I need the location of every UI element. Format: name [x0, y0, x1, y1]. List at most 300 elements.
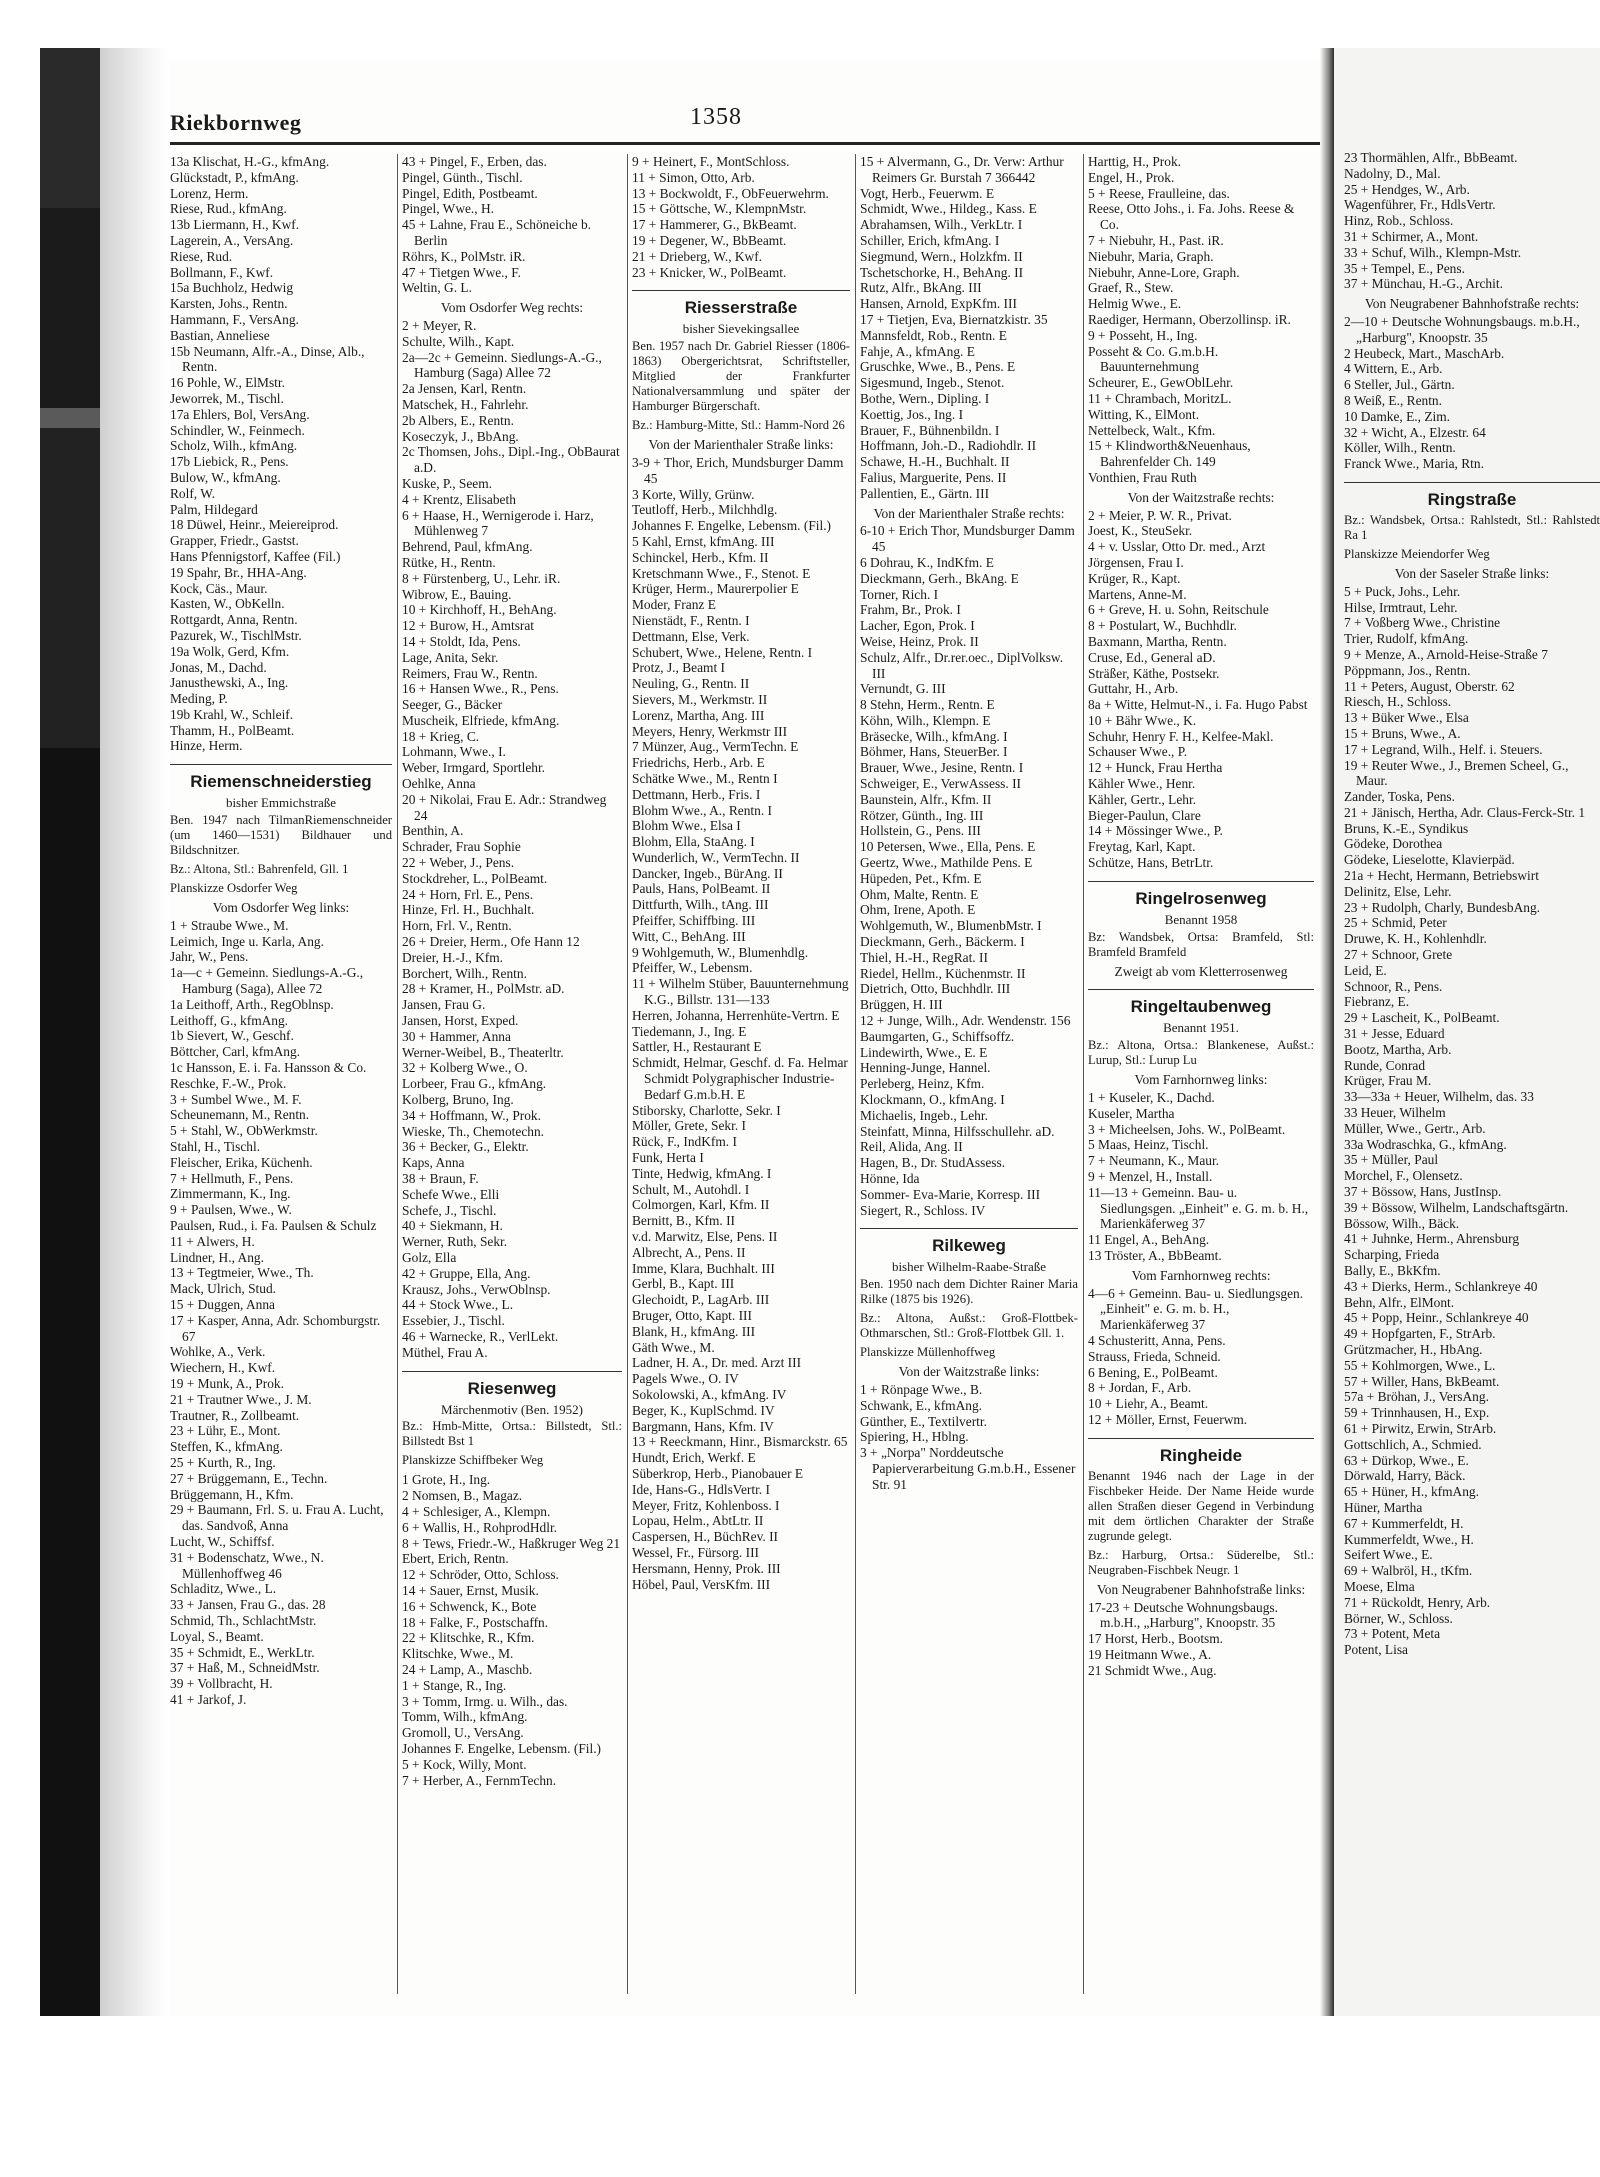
street-note: Planskizze Schiffbeker Weg [402, 1453, 544, 1468]
directory-entry: 4 + v. Usslar, Otto Dr. med., Arzt [1088, 539, 1266, 555]
directory-entry: Bastian, Anneliese [170, 327, 270, 343]
directory-entry: 57 + Willer, Hans, BkBeamt. [1344, 1373, 1500, 1389]
running-head-street: Riekbornweg [170, 110, 302, 135]
directory-entry: Jansen, Frau G. [402, 997, 486, 1013]
directory-entry: Hundt, Erich, Werkf. E [632, 1450, 756, 1466]
directory-entry: Moese, Elma [1344, 1578, 1415, 1594]
directory-entry: 3 + „Norpa" Norddeutsche Papierverarbeitung G.m.b.H., Essener Str. 91 [860, 1445, 1076, 1492]
directory-entry: Bernitt, B., Kfm. II [632, 1213, 736, 1229]
directory-entry: Caspersen, H., BüchRev. II [632, 1529, 779, 1545]
directory-entry: Böhmer, Hans, SteuerBer. I [860, 744, 1008, 760]
directory-entry: 63 + Dürkop, Wwe., E. [1344, 1452, 1469, 1468]
directory-entry: 21 + Jänisch, Hertha, Adr. Claus-Ferck-Str. 1 [1344, 804, 1586, 820]
directory-entry: 31 + Jesse, Eduard [1344, 1026, 1445, 1042]
directory-entry: Helmig Wwe., E. [1088, 296, 1182, 312]
directory-entry: Protz, J., Beamt I [632, 660, 725, 676]
directory-entry: Thiel, H.-H., RegRat. II [860, 949, 988, 965]
directory-entry: 31 + Bodenschatz, Wwe., N. Müllenhoffweg 46 [170, 1549, 324, 1581]
directory-entry: 23 + Rudolph, Charly, BundesbAng. [1344, 899, 1541, 915]
street-heading: Rilkeweg [860, 1228, 1078, 1257]
directory-entry: Niebuhr, Anne-Lore, Graph. [1088, 264, 1240, 280]
directory-entry: Frahm, Br., Prok. I [860, 602, 961, 618]
directory-entry: 19 Spahr, Br., HHA-Ang. [170, 564, 307, 580]
directory-entry: Kaps, Anna [402, 1155, 465, 1171]
directory-entry: Stahl, H., Tischl. [170, 1139, 261, 1155]
directory-entry: Posseht & Co. G.m.b.H. Bauunternehmung [1088, 343, 1219, 375]
directory-entry: Schnoor, R., Pens. [1344, 978, 1443, 994]
directory-entry: Mannsfeldt, Rob., Rentn. E [860, 327, 1007, 343]
directory-entry: 44 + Stock Wwe., L. [402, 1297, 514, 1313]
directory-entry: 33a Wodraschka, G., kfmAng. [1344, 1136, 1507, 1152]
street-heading: Riesenweg [402, 1371, 622, 1400]
directory-entry: 45 + Lahne, Frau E., Schöneiche b. Berlin [402, 217, 592, 248]
directory-entry: Gerbl, B., Kapt. III [632, 1276, 735, 1292]
directory-entry: Cruse, Ed., General aD. [1088, 649, 1216, 665]
directory-entry: Kähler, Gertr., Lehr. [1088, 791, 1197, 807]
directory-entry: Sträßer, Käthe, Postsekr. [1088, 665, 1220, 681]
directory-entry: 17 + Kasper, Anna, Adr. Schomburgstr. 67 [170, 1312, 381, 1344]
directory-entry: 12 + Schröder, Otto, Schloss. [402, 1567, 559, 1583]
directory-entry: 41 + Jarkof, J. [170, 1691, 247, 1707]
directory-entry: Baxmann, Martha, Rentn. [1088, 633, 1227, 649]
directory-entry: Johannes F. Engelke, Lebensm. (Fil.) [632, 518, 832, 534]
directory-entry: Bootz, Martha, Arb. [1344, 1041, 1452, 1057]
directory-entry: 13 Tröster, A., BbBeamt. [1088, 1248, 1222, 1264]
directory-entry: Kasten, W., ObKelln. [170, 596, 285, 612]
directory-entry: Funk, Herta I [632, 1150, 704, 1166]
directory-entry: Loyal, S., Beamt. [170, 1628, 264, 1644]
direction-heading: Von der Waitzstraße links: [898, 1364, 1040, 1380]
directory-entry: Müller, Wwe., Gertr., Arb. [1344, 1120, 1486, 1136]
directory-entry: Niebuhr, Maria, Graph. [1088, 248, 1214, 264]
directory-entry: Bollmann, F., Kwf. [170, 264, 274, 280]
directory-entry: 12 + Burow, H., Amtsrat [402, 618, 535, 634]
directory-entry: Krausz, Johs., VerwOblnsp. [402, 1281, 551, 1297]
directory-entry: Hüpeden, Pet., Kfm. E [860, 870, 982, 886]
directory-entry: Gödeke, Lieselotte, Klavierpäd. [1344, 852, 1515, 868]
directory-entry: Franck Wwe., Maria, Rtn. [1344, 456, 1484, 472]
directory-entry: Günther, E., Textilvertr. [860, 1413, 987, 1429]
directory-entry: 23 + Knicker, W., PolBeamt. [632, 264, 787, 280]
directory-entry: 31 + Schirmer, A., Mont. [1344, 228, 1479, 244]
directory-entry: Golz, Ella [402, 1249, 457, 1265]
directory-entry: 19 Heitmann Wwe., A. [1088, 1646, 1212, 1662]
next-page-edge [1334, 48, 1600, 2016]
directory-entry: Janusthewski, A., Ing. [170, 675, 289, 691]
directory-entry: 9 + Posseht, H., Ing. [1088, 327, 1198, 343]
directory-entry: Ide, Hans-G., HdlsVertr. I [632, 1481, 770, 1497]
directory-entry: Krüger, R., Kapt. [1088, 570, 1181, 586]
directory-entry: 8a + Witte, Helmut-N., i. Fa. Hugo Pabst [1088, 697, 1308, 713]
street-note: Bz: Wandsbek, Ortsa: Bramfeld, Stl: Bramfeld Bramfeld [1088, 929, 1314, 959]
directory-entry: Klockmann, O., kfmAng. I [860, 1092, 1005, 1108]
directory-entry: Glückstadt, P., kfmAng. [170, 169, 299, 185]
column-4 [860, 154, 1078, 1994]
directory-entry: Lorenz, Herm. [170, 185, 249, 201]
directory-entry: 5 Kahl, Ernst, kfmAng. III [632, 533, 775, 549]
directory-entry: 9 + Menze, A., Arnold-Heise-Straße 7 [1344, 646, 1548, 662]
directory-entry: Krüger, Frau M. [1344, 1073, 1432, 1089]
directory-entry: 3 + Sumbel Wwe., M. F. [170, 1091, 302, 1107]
directory-entry: 33—33a + Heuer, Wilhelm, das. 33 [1344, 1089, 1534, 1105]
directory-entry: 12 + Möller, Ernst, Feuerwm. [1088, 1411, 1248, 1427]
directory-entry: Baumgarten, G., Schiffsoffz. [860, 1028, 1015, 1044]
directory-entry: 16 + Schwenck, K., Bote [402, 1598, 537, 1614]
directory-entry: Köhn, Wilh., Klempn. E [860, 712, 991, 728]
directory-entry: Engel, H., Prok. [1088, 169, 1175, 185]
directory-entry: 36 + Becker, G., Elektr. [402, 1139, 529, 1155]
directory-entry: 3 Korte, Willy, Grünw. [632, 486, 755, 502]
directory-entry: Pallentien, E., Gärtn. III [860, 485, 990, 501]
directory-entry: Lopau, Helm., AbtLtr. II [632, 1513, 764, 1529]
directory-entry: Sokolowski, A., kfmAng. IV [632, 1386, 787, 1402]
directory-entry: Zander, Toska, Pens. [1344, 789, 1455, 805]
directory-entry: 7 + Hellmuth, F., Pens. [170, 1170, 294, 1186]
directory-entry: Kock, Cäs., Maur. [170, 580, 268, 596]
directory-entry: Sigesmund, Ingeb., Stenot. [860, 375, 1005, 391]
directory-entry: Brüggemann, H., Kfm. [170, 1486, 294, 1502]
directory-entry: Börner, W., Schloss. [1344, 1610, 1453, 1626]
direction-heading: Von Neugrabener Bahnhofstraße rechts: [1364, 296, 1580, 312]
book-spine [40, 48, 100, 2016]
directory-entry: Witting, K., ElMont. [1088, 406, 1200, 422]
directory-entry: Brüggen, H. III [860, 997, 943, 1013]
directory-entry: 6 Steller, Jul., Gärtn. [1344, 377, 1455, 393]
directory-entry: Riesch, H., Schloss. [1344, 694, 1452, 710]
directory-entry: Kretschmann Wwe., F., Stenot. E [632, 565, 811, 581]
directory-entry: Hinz, Rob., Schloss. [1344, 213, 1454, 229]
directory-entry: Blohm Wwe., Elsa I [632, 818, 741, 834]
street-former-name: bisher Sievekingsallee [682, 321, 800, 337]
directory-entry: 15 + Duggen, Anna [170, 1297, 275, 1312]
directory-entry: Tomm, Wilh., kfmAng. [402, 1709, 528, 1725]
directory-entry: Siegmund, Wern., Holzkfm. II [860, 248, 1023, 264]
directory-entry: Werner, Ruth, Sekr. [402, 1234, 508, 1250]
directory-entry: 17 + Tietjen, Eva, Biernatzkistr. 35 [860, 311, 1048, 327]
directory-entry: 40 + Siekmann, H. [402, 1218, 503, 1234]
directory-entry: Witt, C., BehAng. III [632, 928, 746, 944]
directory-entry: 41 + Juhnke, Herm., Ahrensburg [1344, 1231, 1520, 1247]
directory-entry: 18 + Falke, F., Postschaffn. [402, 1614, 549, 1630]
directory-entry: Friedrichs, Herb., Arb. E [632, 755, 765, 771]
directory-entry: 11 + Wilhelm Stüber, Bauunternehmung K.G., Billstr. 131—133 [632, 976, 849, 1008]
directory-entry: Rütke, H., Rentn. [402, 554, 496, 570]
directory-entry: 43 + Pingel, F., Erben, das. [402, 154, 547, 169]
directory-entry: Ebert, Erich, Rentn. [402, 1551, 509, 1567]
directory-entry: 38 + Braun, F. [402, 1171, 479, 1186]
street-former-name: Märchenmotiv (Ben. 1952) [441, 1401, 583, 1417]
page-binding-shadow [100, 48, 170, 2016]
directory-entry: Pfeiffer, Schiffbing. III [632, 913, 756, 929]
directory-entry: Schefe, J., Tischl. [402, 1202, 497, 1218]
directory-entry: Schindler, W., Feinmech. [170, 422, 305, 438]
directory-entry: 6 Dohrau, K., IndKfm. E [860, 554, 994, 570]
scan-border-top [0, 0, 1600, 48]
directory-entry: Dettmann, Else, Verk. [632, 628, 750, 644]
directory-entry: Lohmann, Wwe., I. [402, 744, 506, 760]
directory-entry: Mack, Ulrich, Stud. [170, 1281, 276, 1297]
directory-entry: 6 + Haase, H., Wernigerode i. Harz, Mühlenweg 7 [402, 507, 594, 539]
directory-entry: 19 + Reuter Wwe., J., Bremen Scheel, G., Maur. [1344, 757, 1569, 789]
column-divider [627, 154, 628, 1994]
directory-entry: 43 + Dierks, Herm., Schlankreye 40 [1344, 1278, 1538, 1294]
street-former-name: bisher Emmichstraße [225, 795, 337, 811]
directory-entry: 32 + Kolberg Wwe., O. [402, 1060, 528, 1076]
directory-entry: 3-9 + Thor, Erich, Mundsburger Damm 45 [632, 454, 844, 486]
directory-entry: Jonas, M., Dachd. [170, 659, 267, 675]
directory-entry: Lindewirth, Wwe., E. E [860, 1044, 988, 1060]
directory-entry: 15 + Bruns, Wwe., A. [1344, 725, 1461, 741]
directory-entry: 7 + Niebuhr, H., Past. iR. [1088, 232, 1224, 248]
directory-entry: Scholz, Wilh., kfmAng. [170, 438, 298, 454]
directory-entry: Gottschlich, A., Schmied. [1344, 1436, 1482, 1452]
directory-entry: 13 + Bockwoldt, F., ObFeuerwehrm. [632, 185, 829, 201]
directory-entry: 42 + Gruppe, Ella, Ang. [402, 1265, 531, 1281]
directory-entry: Raediger, Hermann, Oberzollinsp. iR. [1088, 311, 1291, 327]
street-former-name: bisher Wilhelm-Raabe-Straße [891, 1259, 1047, 1275]
directory-entry: Johannes F. Engelke, Lebensm. (Fil.) [402, 1740, 602, 1756]
directory-entry: 27 + Brüggemann, E., Techn. [170, 1470, 328, 1486]
directory-entry: Rötzer, Günth., Ing. III [860, 807, 984, 823]
directory-entry: Teutloff, Herb., Milchhdlg. [632, 502, 778, 518]
directory-entry: Guttahr, H., Arb. [1088, 681, 1179, 697]
column-divider [1083, 154, 1084, 1994]
directory-entry: 47 + Tietgen Wwe., F. [402, 264, 521, 280]
directory-entry: 46 + Warnecke, R., VerlLekt. [402, 1328, 559, 1344]
directory-entry: Rolf, W. [170, 485, 216, 501]
directory-entry: Pazurek, W., TischlMstr. [170, 627, 302, 643]
column-2 [402, 154, 622, 1994]
directory-entry: Steffen, K., kfmAng. [170, 1439, 283, 1455]
directory-entry: 39 + Vollbracht, H. [170, 1676, 273, 1692]
directory-entry: Trautner, R., Zollbeamt. [170, 1407, 300, 1423]
directory-entry: Siegert, R., Schloss. IV [860, 1202, 986, 1218]
directory-entry: Palm, Hildegard [170, 501, 258, 517]
directory-entry: 15 + Alvermann, G., Dr. Verw: Arthur Reimers Gr. Burstah 7 366442 [860, 154, 1064, 185]
directory-entry: Brauer, F., Bühnenbildn. I [860, 422, 1000, 438]
directory-entry: 1a Leithoff, Arth., RegOblnsp. [170, 996, 334, 1012]
directory-entry: Schätke Wwe., M., Rentn I [632, 770, 778, 786]
directory-entry: Sattler, H., Restaurant E [632, 1039, 762, 1055]
street-former-name: Benannt 1958 [1164, 911, 1238, 927]
directory-entry: 29 + Lascheit, K., PolBeamt. [1344, 1010, 1500, 1026]
directory-entry: Colmorgen, Karl, Kfm. II [632, 1197, 770, 1213]
directory-entry: 19 + Degener, W., BbBeamt. [632, 232, 787, 248]
directory-entry: 35 + Müller, Paul [1344, 1152, 1439, 1168]
page-gutter [1320, 48, 1334, 2016]
directory-entry: 59 + Trinnhausen, H., Exp. [1344, 1405, 1490, 1421]
direction-heading: Von der Waitzstraße rechts: [1127, 489, 1275, 505]
directory-entry: Hollstein, G., Pens. III [860, 823, 981, 839]
directory-entry: Ladner, H. A., Dr. med. Arzt III [632, 1355, 802, 1371]
directory-entry: 11 + Alwers, H. [170, 1233, 255, 1249]
directory-entry: 37 + Münchau, H.-G., Archit. [1344, 276, 1503, 292]
directory-entry: 5 Maas, Heinz, Tischl. [1088, 1137, 1209, 1153]
column-divider [397, 154, 398, 1994]
directory-entry: Köller, Wilh., Rentn. [1344, 440, 1456, 456]
directory-entry: 23 + Lühr, E., Mont. [170, 1423, 281, 1439]
directory-entry: Abrahamsen, Wilh., VerkLtr. I [860, 217, 1023, 233]
directory-entry: Fiebranz, E. [1344, 994, 1410, 1010]
directory-entry: 35 + Schmidt, E., WerkLtr. [170, 1644, 315, 1660]
directory-entry: 67 + Kummerfeldt, H. [1344, 1515, 1464, 1531]
directory-entry: Leithoff, G., kfmAng. [170, 1012, 289, 1028]
directory-entry: Karsten, Johs., Rentn. [170, 296, 288, 312]
directory-entry: Hüner, Martha [1344, 1499, 1423, 1515]
directory-entry: 55 + Kohlmorgen, Wwe., L. [1344, 1357, 1496, 1373]
directory-entry: Weise, Heinz, Prok. II [860, 633, 979, 649]
directory-entry: Bräsecke, Wilh., kfmAng. I [860, 728, 1008, 744]
street-note: Ben. 1947 nach TilmanRiemenschneider (um 1460—1531) Bildhauer und Bildschnitzer. [170, 813, 392, 858]
directory-entry: Bothe, Wern., Dipling. I [860, 390, 990, 406]
directory-entry: Nadolny, D., Mal. [1344, 165, 1441, 181]
directory-entry: 10 + Kirchhoff, H., BehAng. [402, 602, 557, 618]
directory-entry: 22 + Klitschke, R., Kfm. [402, 1630, 535, 1646]
directory-entry: 10 + Bähr Wwe., K. [1088, 712, 1197, 728]
directory-entry: Bargmann, Hans, Kfm. IV [632, 1418, 774, 1434]
directory-entry: Delinitz, Else, Lehr. [1344, 883, 1452, 899]
directory-entry: 2a Jensen, Karl, Rentn. [402, 381, 527, 397]
street-former-name: Benannt 1951. [1163, 1020, 1239, 1036]
directory-entry: 33 Heuer, Wilhelm [1344, 1105, 1446, 1121]
directory-entry: Morchel, F., Olensetz. [1344, 1168, 1463, 1184]
directory-entry: Dieckmann, Gerh., BkAng. E [860, 570, 1019, 586]
street-heading: Riesserstraße [632, 290, 850, 319]
directory-entry: Baunstein, Alfr., Kfm. II [860, 791, 992, 807]
directory-entry: 11—13 + Gemeinn. Bau- u. Siedlungsgen. „Einheit" e. G. m. b. H., Marienkäferweg 37 [1088, 1184, 1309, 1232]
directory-entry: Stiborsky, Charlotte, Sekr. I [632, 1102, 781, 1118]
directory-entry: Vogt, Herb., Feuerwm. E [860, 185, 995, 201]
directory-entry: 3 + Tomm, Irmg. u. Wilh., das. [402, 1693, 568, 1709]
directory-entry: Schwank, E., kfmAng. [860, 1397, 982, 1413]
directory-entry: Lorenz, Martha, Ang. III [632, 707, 765, 723]
directory-entry: 6 Bening, E., PolBeamt. [1088, 1364, 1218, 1380]
page-number: 1358 [690, 104, 742, 130]
directory-entry: Röhrs, K., PolMstr. iR. [402, 248, 526, 264]
directory-entry: Perleberg, Heinz, Kfm. [860, 1076, 985, 1092]
street-note: Planskizze Osdorfer Weg [170, 881, 298, 896]
directory-entry: Michaelis, Ingeb., Lehr. [860, 1107, 988, 1123]
directory-entry: Gruschke, Wwe., B., Pens. E [860, 359, 1016, 375]
directory-entry: Meyers, Henry, Werkmstr III [632, 723, 788, 739]
directory-entry: 1 Grote, H., Ing. [402, 1472, 491, 1488]
directory-entry: Schubert, Wwe., Helene, Rentn. I [632, 644, 813, 660]
directory-entry: 61 + Pirwitz, Erwin, StrArb. [1344, 1420, 1497, 1436]
directory-entry: 73 + Potent, Meta [1344, 1626, 1441, 1642]
directory-entry: Hersmann, Henny, Prok. III [632, 1560, 781, 1576]
directory-entry: Wibrow, E., Bauing. [402, 586, 512, 602]
directory-entry: Bössow, Wilh., Bäck. [1344, 1215, 1460, 1231]
directory-entry: Krüger, Herm., Maurerpolier E [632, 581, 799, 597]
directory-entry: Tinte, Hedwig, kfmAng. I [632, 1165, 772, 1181]
directory-entry: 16 + Hansen Wwe., R., Pens. [402, 681, 559, 697]
directory-entry: 7 + Herber, A., FernmTechn. [402, 1772, 557, 1788]
directory-entry: Hilse, Irmtraut, Lehr. [1344, 599, 1458, 615]
directory-entry: 21 + Drieberg, W., Kwf. [632, 248, 763, 264]
directory-entry: Joest, K., SteuSekr. [1088, 523, 1193, 539]
directory-entry: Bieger-Paulun, Clare [1088, 807, 1201, 823]
directory-entry: 9 + Heinert, F., MontSchloss. [632, 154, 790, 169]
directory-entry: Höbel, Paul, VersKfm. III [632, 1576, 771, 1592]
directory-entry: Moder, Franz E [632, 597, 716, 613]
directory-entry: Schweiger, E., VerwAssess. II [860, 776, 1021, 792]
directory-entry: Hammann, F., VersAng. [170, 311, 299, 327]
directory-entry: 17 Horst, Herb., Bootsm. [1088, 1631, 1224, 1647]
directory-entry: Müthel, Frau A. [402, 1344, 488, 1360]
direction-heading: Vom Farnhornweg links: [1134, 1072, 1268, 1088]
directory-entry: 5 + Stahl, W., ObWerkmstr. [170, 1123, 318, 1139]
directory-entry: Hansen, Arnold, ExpKfm. III [860, 296, 1017, 312]
directory-entry: Scheunemann, M., Rentn. [170, 1107, 310, 1123]
directory-entry: 10 Petersen, Wwe., Ella, Pens. E [860, 839, 1036, 855]
directory-entry: 24 + Lamp, A., Maschb. [402, 1661, 533, 1677]
street-note: Benannt 1946 nach der Lage in der Fischbeker Heide. Der Name Heide wurde allen Straßen dieser Gegend in Verbindung mit dem örtlichen Charakter der Straße zugrunde gelegt. [1088, 1468, 1314, 1543]
directory-entry: Dittfurth, Wilh., tAng. III [632, 897, 769, 913]
directory-entry: 2 + Meyer, R. [402, 317, 477, 333]
directory-entry: 13a Klischat, H.-G., kfmAng. [170, 154, 330, 169]
directory-entry: Schulte, Wilh., Kapt. [402, 333, 515, 349]
directory-entry: 14 + Stoldt, Ida, Pens. [402, 633, 521, 649]
directory-entry: Ohm, Irene, Apoth. E [860, 902, 976, 918]
directory-entry: 34 + Hoffmann, W., Prok. [402, 1107, 541, 1123]
directory-entry: Pfeiffer, W., Lebensm. [632, 960, 753, 976]
directory-entry: Bruns, K.-E., Syndikus [1344, 820, 1469, 836]
directory-entry: 11 + Chrambach, MoritzL. [1088, 390, 1232, 406]
directory-entry: Hinze, Herm. [170, 738, 243, 754]
directory-entry: 13 + Tegtmeier, Wwe., Th. [170, 1265, 314, 1281]
directory-entry: 4 + Krentz, Elisabeth [402, 491, 516, 507]
directory-entry: Wagenführer, Fr., HdlsVertr. [1344, 197, 1496, 213]
directory-entry: Fahje, A., kfmAng. E [860, 343, 975, 359]
directory-entry: 1 + Straube Wwe., M. [170, 917, 289, 933]
directory-entry: Vernundt, G. III [860, 681, 946, 697]
directory-entry: Oehlke, Anna [402, 776, 476, 792]
directory-entry: 9 + Menzel, H., Install. [1088, 1169, 1213, 1185]
directory-entry: 21 + Trautner Wwe., J. M. [170, 1391, 312, 1407]
directory-entry: Meyer, Fritz, Kohlenboss. I [632, 1497, 780, 1513]
directory-entry: 37 + Bössow, Hans, JustInsp. [1344, 1184, 1502, 1200]
directory-entry: Blohm, Ella, StaAng. I [632, 834, 755, 850]
street-note: Bz.: Wandsbek, Ortsa.: Rahlstedt, Stl.: Rahlstedt Ra 1 [1344, 512, 1600, 542]
directory-entry: Brauer, Wwe., Jesine, Rentn. I [860, 760, 1024, 776]
column-5 [1088, 154, 1314, 1994]
directory-entry: 11 Engel, A., BehAng. [1088, 1232, 1210, 1248]
directory-entry: Möller, Grete, Sekr. I [632, 1118, 746, 1134]
directory-entry: 25 + Schmid, Peter [1344, 915, 1447, 931]
directory-entry: 29 + Baumann, Frl. S. u. Frau A. Lucht, das. Sandvoß, Anna [170, 1502, 384, 1534]
directory-entry: Schinckel, Herb., Kfm. II [632, 549, 769, 565]
directory-entry: 1 + Kuseler, K., Dachd. [1088, 1090, 1215, 1106]
directory-entry: Weber, Irmgard, Sportlehr. [402, 760, 546, 776]
directory-entry: Blohm Wwe., A., Rentn. I [632, 802, 772, 818]
scan-border-bottom [0, 2016, 1600, 2177]
directory-entry: Druwe, K. H., Kohlenhdlr. [1344, 931, 1487, 947]
street-note: Bz.: Altona, Außst.: Groß-Flottbek-Othmarschen, Stl.: Groß-Flottbek Gll. 1. [860, 1311, 1078, 1341]
directory-entry: Schult, M., Autohdl. I [632, 1181, 750, 1197]
column-divider [855, 154, 856, 1994]
directory-entry: Schulz, Alfr., Dr.rer.oec., DiplVolksw. III [860, 649, 1064, 681]
street-heading: Ringeltaubenweg [1088, 989, 1314, 1018]
directory-entry: 1a—c + Gemeinn. Siedlungs-A.-G., Hamburg (Saga), Allee 72 [170, 965, 364, 997]
directory-entry: Wiechern, H., Kwf. [170, 1360, 276, 1376]
directory-entry: Gäth Wwe., M. [632, 1339, 715, 1355]
directory-entry: Reschke, F.-W., Prok. [170, 1075, 287, 1091]
directory-entry: 8 + Tews, Friedr.-W., Haßkruger Weg 21 [402, 1535, 621, 1551]
directory-entry: Schuhr, Henry F. H., Kelfee-Makl. [1088, 728, 1274, 744]
directory-entry: 30 + Hammer, Anna [402, 1028, 511, 1044]
directory-entry: 15b Neumann, Alfr.-A., Dinse, Alb., Rentn. [170, 343, 365, 375]
directory-entry: Zimmermann, K., Ing. [170, 1186, 291, 1202]
